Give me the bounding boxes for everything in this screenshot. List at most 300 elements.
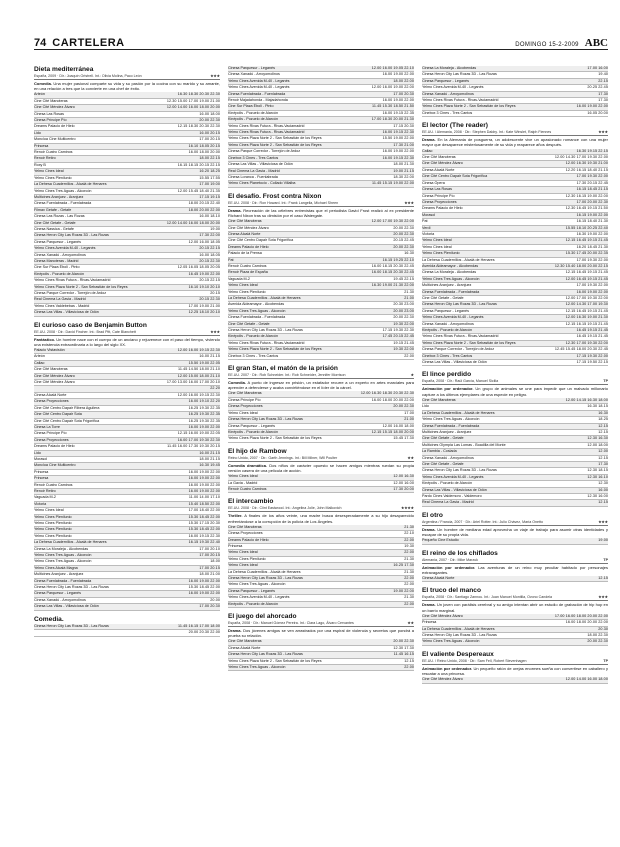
cinema-name: Cine Cité Getafe - Getafe bbox=[422, 296, 464, 300]
cinema-name: Yelmo Cines Plenilunio bbox=[228, 556, 266, 561]
cinema-name: Yelmo Cines Avenida M-40 - Leganés bbox=[228, 595, 290, 600]
cinema-name: Cinesa Proyecciones bbox=[422, 199, 457, 204]
session-times: 17.15 19.50 22.15 bbox=[576, 360, 608, 365]
session-times: 12.15 16.00 19.00 22.05 bbox=[177, 431, 220, 436]
synopsis-text: Dos jóvenes amigos se ven arrastrados por una espiral de violencia y secretos que pondrá a prueba su relación. bbox=[228, 628, 414, 639]
genre-label: Comedia. bbox=[34, 81, 53, 86]
cinema-name: Cinesa Heron City Las Rozas 3D - Las Rozas bbox=[34, 585, 109, 590]
session-times: 16.00 18.00 20.00 22.00 bbox=[565, 620, 608, 625]
session-times: 16.30 bbox=[598, 410, 608, 415]
cinema-name bbox=[34, 386, 210, 391]
rating-stars: ★★ bbox=[407, 621, 414, 626]
showtime-row bbox=[228, 487, 414, 493]
session-times: 12.00 16.00 18.00 bbox=[382, 423, 414, 428]
cinema-name: Cinesa Parque Corredor - Torrejón de Ardoz bbox=[228, 149, 301, 154]
session-times: 20.00 bbox=[210, 597, 220, 602]
showtime-row bbox=[228, 602, 414, 608]
cinema-name: Lido bbox=[422, 404, 429, 409]
movie-listing bbox=[422, 651, 608, 684]
session-times: 16.30 19.00 21.30 22.00 bbox=[371, 283, 414, 288]
session-times: 17.30 21.00 bbox=[393, 142, 414, 147]
session-times: 18.00 21.30 bbox=[393, 162, 414, 167]
movie-synopsis bbox=[422, 386, 608, 396]
cinema-name: Cinesa Xanadú - Arroyomolinos bbox=[228, 72, 280, 77]
cinema-name: Yelmo Cines Plaza Norte 2 - San Sebastián de los Reyes bbox=[228, 658, 322, 663]
session-times: 19.40 bbox=[598, 72, 608, 77]
cinema-name: La Dehesa Cuadernillos - Alcalá de Henares bbox=[422, 257, 495, 262]
cinema-name: Cine Cité Manoteras bbox=[34, 98, 68, 103]
cinema-name: Kinépolis - Pozuelo de Alarcón bbox=[422, 481, 473, 486]
session-times: 12.30 17.30 bbox=[393, 645, 414, 650]
showtime-row bbox=[422, 639, 608, 645]
rating-stars: ★★★ bbox=[598, 519, 608, 524]
movie-title: El intercambio bbox=[228, 498, 274, 506]
movie-listing bbox=[422, 550, 608, 583]
cinema-name: Kinépolis - Pozuelo de Alarcón bbox=[228, 117, 279, 122]
session-times: 18.00 21.15 bbox=[199, 456, 220, 461]
rating-stars: ★★★ bbox=[404, 200, 414, 205]
cinema-name: Cinesa Ópera bbox=[422, 180, 445, 185]
cinema-name: Yelmo Cines Avenida M-40 - Leganés bbox=[422, 315, 484, 320]
session-times: 12.00 16.00 19.15 22.30 bbox=[177, 392, 220, 397]
header-right bbox=[515, 37, 608, 49]
cinema-name: Cinesa Las Villas - Villaviciosa de Odón bbox=[228, 162, 293, 167]
credits-text: Alemania, 2007 · Dir.: Mike Marzuk bbox=[422, 557, 478, 562]
cinema-name: Yelmo Cines Plaza Norte 2 - San Sebastián de los Reyes bbox=[422, 104, 516, 109]
movie-synopsis bbox=[422, 666, 608, 676]
session-times: 11.45 15.15 19.00 22.00 bbox=[371, 181, 414, 186]
cinema-name: Cinesa Heron City Las Rozas 3D - Las Rozas bbox=[228, 417, 303, 422]
session-times: 20.15 22.15 bbox=[199, 278, 220, 283]
cinema-name: Cinesa Parquesur - Leganés bbox=[228, 588, 275, 593]
session-times: 16.00 19.00 22.00 bbox=[188, 482, 220, 487]
session-times: 12.25 18.10 20.10 bbox=[188, 310, 220, 315]
cinema-name: Yelmo Cines Valdebebas - Madrid bbox=[34, 303, 90, 308]
movie-title: El juego del ahorcado bbox=[228, 613, 297, 621]
credits-text: EE.UU. / Reino Unido, 2008 · Dir.: Sam Fell, Robert Stevenhagen bbox=[422, 658, 527, 663]
session-times: 17.00 20.15 bbox=[199, 137, 220, 142]
session-times: 16.00 19.00 22.00 bbox=[576, 289, 608, 294]
session-times: 20.00 22.30 bbox=[393, 225, 414, 230]
cinema-name: Kinépolis - Pozuelo de Alarcón bbox=[228, 601, 279, 606]
cinema-name: Real Cinema La Gavia - Madrid bbox=[228, 168, 280, 173]
cinema-name: Yelmo Cines Plenilunio bbox=[34, 175, 72, 180]
session-times: 17.00 18.40 22.00 bbox=[188, 508, 220, 513]
session-times: 12.15 bbox=[404, 658, 414, 663]
cinema-name: Yelmo Cines Plaza Norte 2 - San Sebastián de los Reyes bbox=[228, 347, 322, 352]
cinema-name: Vaguada M-2 bbox=[34, 495, 56, 500]
page-number: 74 bbox=[34, 37, 47, 49]
session-times: 16.00 21.15 bbox=[199, 450, 220, 455]
session-times: 12.05 16.05 18.05 20.05 bbox=[177, 265, 220, 270]
cinema-name: Cinesa La Moraleja - Alcobendas bbox=[422, 270, 477, 275]
session-times: 16.00 19.00 22.00 bbox=[576, 104, 608, 109]
movie-synopsis bbox=[228, 463, 414, 473]
cinema-name: La Dehesa Cuadernillos - Alcalá de Henares bbox=[228, 296, 301, 300]
session-times: 17.00 16.00 bbox=[587, 66, 608, 70]
session-times: 21.00 bbox=[404, 417, 414, 422]
showtimes-table bbox=[34, 92, 220, 316]
cinema-name: Morasol bbox=[422, 212, 436, 217]
cinema-name: Yelmo Cines Ideal bbox=[422, 238, 452, 243]
cinema-name: Cinesa Fuenlabrada - Fuenlabrada bbox=[34, 578, 92, 583]
cinema-name: Yelmo Cines Ideal bbox=[228, 563, 258, 568]
session-times: 12.00 16.30 19.30 21.00 bbox=[565, 161, 608, 166]
session-times: 18.00 22.15 bbox=[199, 156, 220, 161]
session-times: 12.00 16.00 bbox=[393, 480, 414, 485]
cinema-name: Cinesa Las Villas - Villaviciosa de Odón bbox=[34, 604, 99, 609]
cinema-name: Yelmo Cines Ideal bbox=[228, 550, 258, 555]
session-times: 22.10 bbox=[404, 531, 414, 536]
newspaper-logo: ABC bbox=[584, 37, 608, 49]
cinema-name: Kinépolis - Pozuelo de Alarcón bbox=[228, 334, 279, 339]
session-times: 21.30 bbox=[404, 524, 414, 529]
session-times: 12.00 16.30 19.00 21.30 bbox=[565, 315, 608, 320]
listings-column bbox=[422, 66, 608, 841]
cinema-name: Renoir Cuatro Caminos bbox=[228, 263, 267, 268]
showtimes-table bbox=[228, 639, 414, 671]
session-times: 16.00 19.15 22.30 bbox=[188, 533, 220, 538]
movie-title: El lince perdido bbox=[422, 371, 472, 379]
synopsis-text: Un joven con parálisis cerebral y su amigo intentan abrir un estudio de grabación de hip hop en un barrio marginal. bbox=[422, 602, 608, 613]
session-times: 19.00 22.00 bbox=[393, 588, 414, 593]
session-times: 17.00 20.10 bbox=[199, 546, 220, 551]
movie-title: El valiente Despereaux bbox=[422, 650, 494, 658]
session-times: 15.45 17.30 bbox=[393, 436, 414, 441]
session-times: 12.30 16.10 bbox=[587, 474, 608, 479]
cinema-name: Cinesa Parquesur - Leganés bbox=[228, 66, 275, 70]
showtime-row bbox=[34, 604, 220, 610]
session-times: 18.25 bbox=[598, 417, 608, 422]
cinema-name: Yelmo Cines Tres Aguas - Alcorcón bbox=[34, 553, 92, 558]
cinema-name: Cinesa Alcalá Norte bbox=[422, 167, 455, 172]
showtime-row bbox=[422, 576, 608, 582]
session-times: 16.00 19.00 22.00 bbox=[188, 424, 220, 429]
session-times: 19.30 bbox=[404, 543, 414, 548]
session-times: 16.15 18.45 21.15 bbox=[576, 187, 608, 192]
cinema-name: Real Cinema La Gavia - Madrid bbox=[34, 297, 86, 302]
cinema-name: Dreams Palacio de Hielo bbox=[228, 537, 269, 542]
session-times: 20.00 22.30 bbox=[587, 639, 608, 644]
session-times: 12.30 16.30 bbox=[587, 436, 608, 441]
session-times: 17.00 18.30 20.00 21.30 bbox=[371, 117, 414, 122]
genre-label: Drama. bbox=[422, 602, 436, 608]
session-times: 19.30 22.00 bbox=[393, 321, 414, 326]
cinema-name: Real Cinema La Gavia - Madrid bbox=[422, 500, 474, 505]
cinema-name: Victoria bbox=[34, 501, 47, 506]
session-times: 19.15 21.45 bbox=[393, 340, 414, 345]
cinema-name: Cinebox 3 Cines - Tres Cantos bbox=[422, 353, 473, 358]
movie-synopsis bbox=[228, 513, 414, 523]
cinema-name: Cinesa Xanadú - Arroyomolinos bbox=[34, 597, 86, 602]
movie-synopsis bbox=[422, 137, 608, 147]
session-times: 15.40 18.50 22.00 bbox=[188, 501, 220, 506]
cinema-name: Cinesa Parque Corredor - Torrejón de Ardoz bbox=[34, 291, 107, 295]
cinema-name: Cinesa Xanadú - Arroyomolinos bbox=[34, 252, 86, 257]
session-times: 18.00 21.00 bbox=[199, 572, 220, 577]
session-times: 12.15 bbox=[598, 500, 608, 505]
showtimes-table bbox=[34, 624, 220, 637]
showtime-row bbox=[422, 111, 608, 117]
session-times: 17.30 bbox=[598, 461, 608, 466]
session-times: 20.25 22.45 bbox=[587, 85, 608, 90]
cinema-name: Pequeño Cine Estudio bbox=[422, 538, 459, 543]
cinema-name: Cinesa Heron City Las Rozas 3D - Las Rozas bbox=[422, 302, 497, 307]
cinema-name: Cinesa Nassica - Getafe bbox=[34, 226, 74, 231]
session-times: 22.00 bbox=[404, 550, 414, 555]
cinema-name: La Rambla - Coslada bbox=[422, 449, 457, 454]
session-times: 18.30 22.00 bbox=[393, 174, 414, 179]
session-times: 16.20 18.45 21.30 bbox=[576, 244, 608, 249]
cinema-name: Cinesa Príncipe Pío bbox=[228, 397, 261, 402]
movie-listing bbox=[422, 66, 608, 117]
movie-listing bbox=[228, 613, 414, 671]
session-times: 15.30 18.45 22.00 bbox=[188, 527, 220, 532]
cinema-name: Filmax Getafe - Getafe bbox=[34, 207, 72, 212]
movie-title: El truco del manco bbox=[422, 587, 481, 595]
session-times: 12.15 16.45 19.15 21.45 bbox=[565, 238, 608, 243]
session-times: 16.10 19.10 20.10 bbox=[188, 284, 220, 289]
rating-stars: ★ bbox=[410, 373, 414, 378]
session-times: 15.55 18.10 20.25 22.40 bbox=[565, 225, 608, 230]
genre-label: Animación por ordenador. bbox=[422, 386, 474, 392]
cinema-name: Cinesa Parquesur - Leganés bbox=[422, 308, 469, 313]
session-times: 16.00 19.00 22.00 bbox=[382, 149, 414, 154]
session-times: 20.00 22.30 bbox=[393, 404, 414, 409]
showtimes-table bbox=[422, 677, 608, 683]
session-times: 20.15 22.30 bbox=[199, 297, 220, 302]
movie-listing bbox=[228, 448, 414, 494]
session-times: 20.30 23.00 bbox=[393, 302, 414, 307]
rating-stars: ★★ bbox=[407, 455, 414, 460]
session-times: 16.45 19.15 21.45 bbox=[576, 334, 608, 339]
cinema-name: Cinesa Heron City Las Rozas 3D - Las Rozas bbox=[228, 576, 303, 580]
session-times: 12.00 16.00 19.15 22.30 bbox=[177, 348, 220, 353]
cinema-name: Renoir Plaza de España bbox=[228, 270, 268, 275]
session-times: 18.00 bbox=[210, 559, 220, 564]
session-times: 17.00 19.30 22.00 bbox=[576, 257, 608, 262]
cinema-name: Cine Sur Plaza Éboli - Pinto bbox=[34, 265, 80, 270]
cinema-name: Cinesa La Torre bbox=[34, 424, 60, 429]
cinema-name: Princesa bbox=[422, 620, 437, 625]
session-times: 16.30 19.00 22.00 bbox=[576, 231, 608, 236]
cinema-name: Yelmo Cines Tres Aguas - Alcorcón bbox=[228, 308, 286, 313]
rating-stars: ★★★ bbox=[210, 329, 220, 334]
session-times: 18.00 22.00 bbox=[393, 78, 414, 83]
cinema-name: Cinesa Xanadú - Arroyomolinos bbox=[422, 91, 474, 96]
cinema-name: Cine Cité Manoteras bbox=[228, 639, 262, 644]
session-times: 16.20 18.25 bbox=[199, 169, 220, 174]
cinema-name: Callao bbox=[422, 148, 433, 153]
cinema-name: Cinesa Fuenlabrada - Fuenlabrada bbox=[422, 289, 480, 294]
cinema-name: Arteón bbox=[34, 354, 45, 359]
cinema-name: Dreams Palacio de Hielo bbox=[34, 444, 75, 449]
credits-text: EE.UU. 2008 · Dir.: Ron Howard. Int.: Frank Langella, Michael Sheen bbox=[228, 200, 339, 205]
movie-title: El hijo de Rambow bbox=[228, 447, 287, 455]
session-times: 17.00 19.30 22.00 bbox=[576, 283, 608, 288]
cinema-name: Yelmo Cines Rivas Futura - Rivas-Vaciamadrid bbox=[228, 340, 305, 345]
session-times: 16.00 19.15 22.30 bbox=[382, 155, 414, 160]
cinema-name: Cinesa Parquesur - Leganés bbox=[34, 591, 81, 596]
session-times: 16.30 bbox=[404, 251, 414, 256]
cinema-name: Cine Cité Getafe - Getafe bbox=[422, 436, 464, 441]
cinema-name: La Dehesa Cuadernillos - Alcalá de Henares bbox=[228, 569, 301, 574]
showtime-row bbox=[34, 310, 220, 316]
session-times: 22.15 bbox=[598, 78, 608, 83]
movie-credits bbox=[422, 520, 608, 526]
cinema-name: Cinesa Las Rozas - Las Rozas bbox=[34, 214, 85, 219]
movie-synopsis bbox=[228, 208, 414, 218]
cinema-name: Cine Cité Centro Dapair Sota Frigorífica bbox=[422, 174, 488, 179]
rating-stars: ★★★ bbox=[210, 74, 220, 78]
cinema-name: Cinesa Parquesur - Leganés bbox=[34, 239, 81, 244]
session-times: 17.30 bbox=[598, 91, 608, 96]
cinema-name: Yelmo Cines Ideal bbox=[422, 244, 452, 249]
session-times: 15.30 17.45 20.00 22.35 bbox=[565, 251, 608, 256]
cinema-name: Cinesa Fuenlabrada - Fuenlabrada bbox=[228, 315, 286, 320]
cinema-name: Moncloa Cine Multicentro bbox=[34, 137, 76, 142]
cinema-name: Pardo Cines Valdemoro - Valdemoro bbox=[422, 493, 482, 498]
credits-text: EE.UU. 2008 · Dir.: Clint Eastwood. Int.: Angelina Jolie, John Malkovich bbox=[228, 506, 342, 511]
cinema-name: Cine Cité Manoteras bbox=[228, 391, 262, 396]
cinema-name: Cine Cité Getafe - Getafe bbox=[34, 220, 76, 225]
session-times: 12.15 bbox=[598, 576, 608, 580]
cinema-name: Cinesa Fuenlabrada - Fuenlabrada bbox=[422, 423, 480, 428]
cinema-name: Yelmo Cines Rivas Futura - Rivas-Vaciamadrid bbox=[422, 334, 499, 339]
cinema-name: Yelmo Cines Alcalá Magna bbox=[34, 565, 78, 570]
session-times: 20.00 22.30 bbox=[393, 231, 414, 236]
session-times: 16.00 18.00 20.00 22.00 bbox=[371, 397, 414, 402]
cinema-name: Yelmo Cines Rivas Futura - Rivas-Vaciamadrid bbox=[422, 98, 499, 103]
rating-stars: ★★★★ bbox=[401, 506, 414, 511]
cinema-name: Cinesa Heron City Las Rozas 3D - Las Rozas bbox=[34, 233, 109, 238]
showtime-row bbox=[228, 665, 414, 671]
showtimes-table bbox=[422, 614, 608, 646]
cinema-name: Multicines Aranjuez - Aranjuez bbox=[422, 429, 472, 434]
cinema-name: Yelmo Cines Tres Aguas - Alcorcón bbox=[422, 276, 480, 281]
cinema-name: Cinesa Las Rosas bbox=[34, 111, 64, 116]
session-times: 16.00 19.00 22.00 bbox=[188, 578, 220, 583]
cinema-name: Cinesa Heron City Las Rozas 3D - Las Rozas bbox=[228, 328, 303, 333]
cinema-name: Roxy B bbox=[34, 162, 46, 167]
session-times: 22.20 bbox=[210, 386, 220, 391]
session-times: 16.00 19.10 22.20 bbox=[188, 399, 220, 404]
issue-date: DOMINGO 15-2-2009 bbox=[515, 42, 579, 48]
cinema-name: Yelmo Cines Plenilunio bbox=[422, 251, 460, 256]
session-times: 17.15 19.30 22.00 bbox=[576, 353, 608, 358]
cinema-name: Yelmo Cines Avenida M-40 - Leganés bbox=[228, 85, 290, 90]
cinema-name: Cine Cité Méndez Álvaro bbox=[34, 380, 75, 385]
cinema-name: Yelmo Cines Plaza Norte 2 - San Sebastián de los Reyes bbox=[228, 436, 322, 441]
rating-stars: ★★★ bbox=[598, 595, 608, 600]
session-times: 12.00 14.00 16.00 18.00 bbox=[565, 677, 608, 682]
cinema-name: Yelmo Cines Plaza Norte 2 - San Sebastián de los Reyes bbox=[34, 284, 128, 289]
synopsis-text: En la Alemania de posguerra, un adolescente vive un apasionado romance con una mujer mayor que desaparece misteriosamente de su vida y reaparece años después. bbox=[422, 137, 608, 148]
session-times: 12.00 14.30 17.00 19.30 22.00 bbox=[554, 155, 608, 160]
cinema-name: Cine Cité Méndez Álvaro bbox=[422, 677, 463, 682]
cinema-name: Avenida Aldeamayor - Alcobendas bbox=[422, 263, 479, 268]
cinema-name: Yelmo Cines Avenida M-40 - Leganés bbox=[422, 85, 484, 90]
cinema-name: Cinesa Xanadú - Arroyomolinos bbox=[422, 455, 474, 460]
movie-title: El gran Stan, el matón de la prisión bbox=[228, 365, 338, 373]
movie-credits bbox=[228, 621, 414, 627]
session-times: 12.00 16.00 19.00 22.00 bbox=[371, 85, 414, 90]
session-times: 17.30 20.00 bbox=[393, 486, 414, 491]
cinema-name: Pat bbox=[228, 257, 234, 262]
session-times: 12.20 16.15 18.40 21.15 bbox=[565, 167, 608, 172]
session-times: 16.45 19.15 21.45 bbox=[576, 328, 608, 333]
session-times: 22.00 bbox=[404, 582, 414, 587]
session-times: 12.00 17.00 19.30 22.00 bbox=[371, 219, 414, 224]
cinema-name: Cinesa Alcalá Norte bbox=[422, 576, 455, 580]
session-times: 12.00 bbox=[598, 449, 608, 454]
session-times: 17.15 19.30 22.30 bbox=[382, 328, 414, 333]
session-times: 12.00 16.00 19.05 22.10 bbox=[371, 66, 414, 70]
session-times: 12.45 15.45 18.00 20.30 22.45 bbox=[554, 347, 608, 352]
cinema-name: Renoir Majadahonda - Majadahonda bbox=[228, 98, 288, 103]
listings-column bbox=[34, 66, 220, 841]
credits-text: EE.UU. 2008 · Dir.: David Fincher. Int.: Brad Pitt, Cate Blanchett bbox=[34, 329, 136, 334]
showtimes-table bbox=[422, 398, 608, 507]
cinema-name: Yelmo Cines Plenilunio bbox=[228, 289, 266, 294]
cinema-name: Dreams Palacio de Hielo bbox=[228, 244, 269, 249]
cinema-name: Dreams Palacio de Hielo bbox=[422, 206, 463, 211]
movie-title: El otro bbox=[422, 511, 443, 519]
session-times: 12.30 15.40 18.00 20.00 22.15 bbox=[554, 263, 608, 268]
cinema-name: Cinesa Heron City Las Rozas 3D - Las Rozas bbox=[422, 633, 497, 638]
genre-label: Comedia. bbox=[228, 380, 247, 386]
session-times: 20.00 22.30 bbox=[199, 118, 220, 123]
movie-listing bbox=[228, 66, 414, 188]
showtime-row bbox=[422, 360, 608, 366]
cinema-name: Cinesa Las Rosas bbox=[422, 187, 452, 192]
movie-credits bbox=[34, 74, 220, 80]
cinema-name: Cine Cité Méndez Álvaro bbox=[34, 373, 75, 378]
cinema-name: La Dehesa Cuadernillos - Alcalá de Henares bbox=[422, 410, 495, 415]
cinema-name: Cine Cité Méndez Álvaro bbox=[422, 161, 463, 166]
movie-credits bbox=[228, 373, 414, 379]
synopsis-text: Un pequeño ratón de orejas enormes sueña con convertirse en caballero y rescatar a una princesa. bbox=[422, 665, 608, 677]
cinema-name: Multicines Aranjuez - Aranjuez bbox=[34, 572, 84, 577]
session-times: 16.00 19.00 22.00 bbox=[188, 591, 220, 596]
cinema-name: Cinebox 3 Cines - Tres Cantos bbox=[228, 155, 279, 160]
session-times: 20.00 22.30 bbox=[393, 315, 414, 320]
cinema-name: Cinesa Heron City Las Rozas 3D - Las Rozas bbox=[422, 72, 497, 77]
cinema-name: Kinépolis - Pozuelo de Alarcón bbox=[422, 328, 473, 333]
session-times: 12.15 18.30 20.30 22.30 bbox=[177, 124, 220, 129]
session-times: 17.30 22.00 bbox=[199, 233, 220, 238]
genre-label: Drama. bbox=[422, 137, 436, 143]
rating-stars: TP bbox=[603, 379, 608, 384]
session-times: 12.00 15.45 18.40 21.35 bbox=[177, 188, 220, 193]
cinema-name: Cinesa Proyecciones bbox=[34, 437, 69, 442]
session-times: 16.15 19.00 22.00 bbox=[576, 212, 608, 217]
session-times: 12.00 14.30 17.00 19.30 bbox=[565, 302, 608, 307]
session-times: 16.00 17.00 19.30 22.30 bbox=[177, 437, 220, 442]
showtimes-table bbox=[422, 538, 608, 544]
session-times: 17.15 20.30 bbox=[393, 123, 414, 128]
movie-listing bbox=[422, 587, 608, 645]
cinema-name: Cine Cité Centro Dapair Sota Frigorífica bbox=[228, 238, 294, 243]
cinema-name: Yelmo Cines Tres Aguas - Alcorcón bbox=[34, 188, 92, 193]
cinema-name: Yelmo Cines Tres Aguas - Alcorcón bbox=[422, 417, 480, 422]
cinema-name: Multicines Olympia Las Lomas - Boadilla del Monte bbox=[422, 442, 506, 447]
cinema-name: Moncloa Cine Multicentro bbox=[34, 463, 76, 468]
session-times: 16.15 18.15 20.15 22.15 bbox=[177, 162, 220, 167]
genre-label: Animación por ordenador. bbox=[422, 665, 473, 671]
rating-stars: ★★★ bbox=[598, 130, 608, 135]
movie-synopsis bbox=[228, 628, 414, 638]
